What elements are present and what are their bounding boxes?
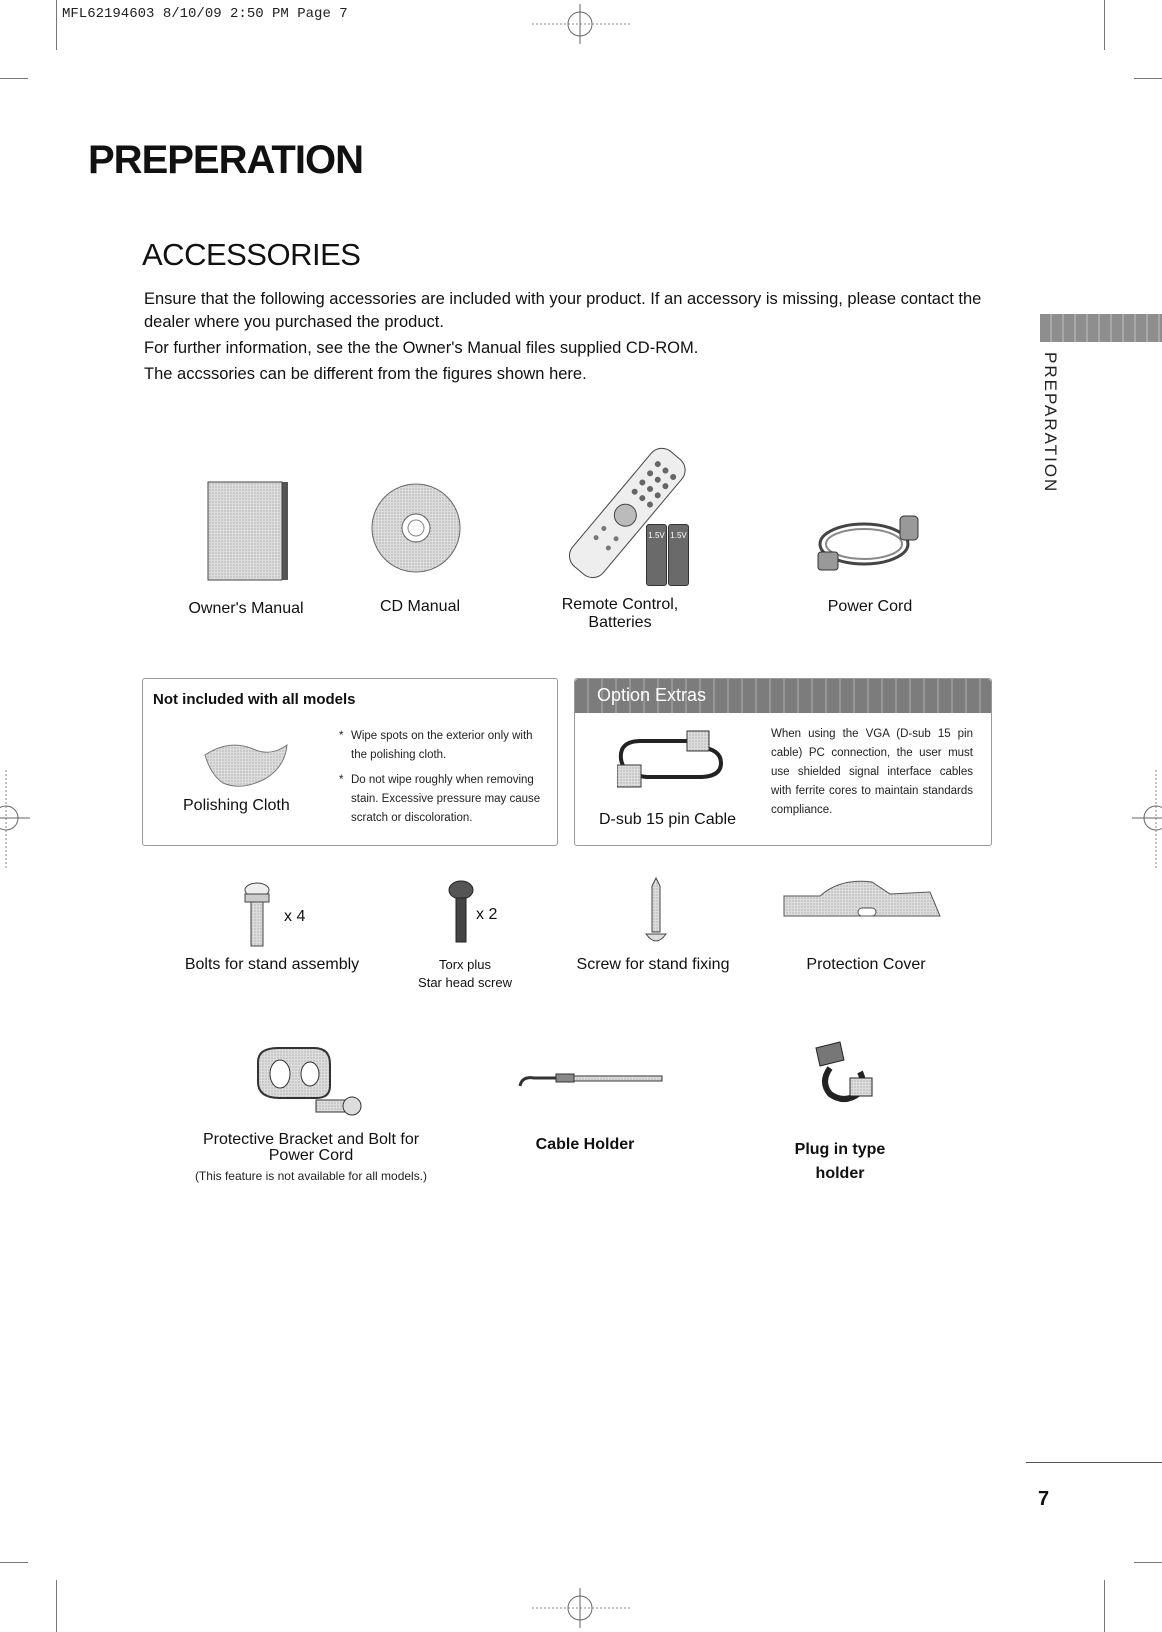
option-extras-heading: Option Extras xyxy=(597,685,707,705)
printer-header-mark: MFL62194603 8/10/09 2:50 PM Page 7 xyxy=(62,6,348,22)
plug-holder-icon xyxy=(800,1038,880,1108)
protective-bracket-label-line: Protective Bracket and Bolt for xyxy=(202,1131,420,1148)
note-item xyxy=(339,771,551,828)
bolts-label: Bolts for stand assembly xyxy=(184,956,360,973)
protective-bracket-note: (This feature is not available for all models.) xyxy=(194,1169,428,1183)
dsub-cable-icon xyxy=(617,719,737,799)
section-title: ACCESSORIES xyxy=(142,237,361,272)
cd-manual-label: CD Manual xyxy=(379,598,461,615)
battery-label: 1.5V xyxy=(670,531,687,540)
dsub-cable-label: D-sub 15 pin Cable xyxy=(599,811,736,828)
power-cord-icon xyxy=(812,500,930,580)
cable-holder-icon xyxy=(516,1066,666,1096)
protective-bracket-icon xyxy=(250,1042,366,1122)
note-item xyxy=(339,727,551,765)
bolt-icon xyxy=(242,880,272,950)
note-text: Do not wipe roughly when removing stain. Excessive pressure may cause scratch or discoloration. xyxy=(351,774,541,824)
option-extras-box xyxy=(574,678,992,846)
side-tab-label: PREPARATION xyxy=(1041,352,1060,494)
protection-cover-label: Protection Cover xyxy=(806,956,926,973)
registration-mark-icon xyxy=(0,770,30,870)
torx-screw-label xyxy=(400,956,530,992)
protective-bracket-label xyxy=(166,1132,456,1184)
owners-manual-icon xyxy=(206,480,290,584)
page-number: 7 xyxy=(1038,1488,1050,1510)
registration-mark-icon xyxy=(1132,770,1162,870)
stand-fixing-screw-icon xyxy=(644,876,668,946)
cable-holder-label: Cable Holder xyxy=(535,1136,635,1153)
cd-manual-icon xyxy=(370,482,462,574)
stand-fixing-screw-label: Screw for stand fixing xyxy=(576,956,730,973)
torx-screw-icon xyxy=(446,880,476,946)
crop-mark xyxy=(1104,1580,1105,1632)
intro-paragraph: Ensure that the following accessories are included with your product. If an accessory is missing, please contact the dealer where you purchased the product. xyxy=(144,290,982,331)
remote-control-label xyxy=(530,596,710,632)
bullet-star-icon: * xyxy=(339,774,344,786)
protection-cover-icon xyxy=(780,876,944,930)
registration-mark-icon xyxy=(532,4,632,44)
plug-holder-label-line: holder xyxy=(815,1165,865,1182)
crop-mark xyxy=(1134,1562,1162,1563)
option-extras-header xyxy=(575,679,991,713)
polishing-cloth-icon xyxy=(201,735,291,791)
remote-control-label-line: Remote Control, xyxy=(561,596,679,613)
side-tab-label-container xyxy=(1022,354,1078,494)
not-included-heading: Not included with all models xyxy=(153,691,356,708)
torx-screw-quantity: x 2 xyxy=(476,906,498,923)
battery-icon xyxy=(646,524,667,586)
torx-screw-label-line: Star head screw xyxy=(418,975,512,990)
batteries-icon xyxy=(646,520,690,584)
intro-paragraph: For further information, see the the Owner's Manual files supplied CD-ROM. xyxy=(144,339,699,357)
owners-manual-label: Owner's Manual xyxy=(188,600,304,617)
bullet-star-icon: * xyxy=(339,730,344,742)
page-number-rule xyxy=(1026,1462,1162,1463)
crop-mark xyxy=(0,1562,28,1563)
plug-holder-label xyxy=(760,1138,920,1186)
registration-mark-icon xyxy=(532,1588,632,1628)
note-text: Wipe spots on the exterior only with the polishing cloth. xyxy=(351,730,533,761)
plug-holder-label-line: Plug in type xyxy=(794,1141,886,1158)
battery-icon xyxy=(668,524,689,586)
battery-label: 1.5V xyxy=(648,531,665,540)
crop-mark xyxy=(56,0,57,50)
not-included-notes xyxy=(339,727,551,828)
crop-mark xyxy=(0,78,28,79)
option-extras-note: When using the VGA (D-sub 15 pin cable) PC connection, the user must use shielded signal interface cables with ferrite cores to maintain standards compliance. xyxy=(771,728,973,816)
page-title: PREPERATION xyxy=(88,138,363,182)
side-tab-bar xyxy=(1040,314,1162,342)
bolts-quantity: x 4 xyxy=(284,908,306,925)
batteries-label-line: Batteries xyxy=(588,614,652,631)
power-cord-label: Power Cord xyxy=(827,598,913,615)
crop-mark xyxy=(56,1580,57,1632)
protective-bracket-label-line: Power Cord xyxy=(268,1147,354,1164)
intro-text xyxy=(144,288,984,389)
polishing-cloth-label: Polishing Cloth xyxy=(183,797,290,814)
crop-mark xyxy=(1104,0,1105,50)
intro-paragraph: The accssories can be different from the figures shown here. xyxy=(144,365,587,383)
not-included-box xyxy=(142,678,558,846)
crop-mark xyxy=(1134,78,1162,79)
torx-screw-label-line: Torx plus xyxy=(438,957,492,972)
